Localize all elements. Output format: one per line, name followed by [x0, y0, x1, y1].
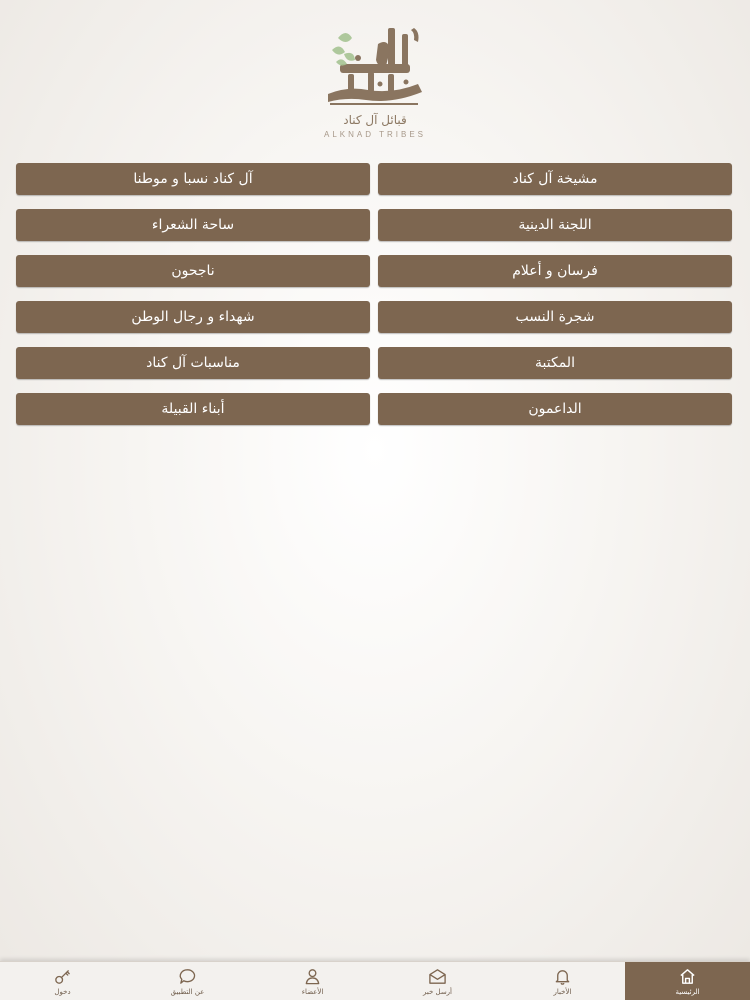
tab-home[interactable] — [625, 962, 750, 1000]
menu-button-library[interactable]: المكتبة — [378, 347, 732, 379]
menu-button-religious-committee[interactable]: اللجنة الدينية — [378, 209, 732, 241]
home-icon — [678, 967, 697, 986]
menu-row — [15, 347, 735, 393]
menu-row — [15, 163, 735, 209]
envelope-icon — [428, 967, 447, 986]
tab-members[interactable] — [250, 962, 375, 1000]
menu-button-supporters[interactable]: الداعمون — [378, 393, 732, 425]
bell-icon — [553, 967, 572, 986]
tab-login-label: دخول — [54, 988, 71, 996]
menu-button-knights-notables[interactable]: فرسان و أعلام — [378, 255, 732, 287]
tab-members-label: الأعضاء — [301, 988, 324, 996]
chat-bubble-icon — [178, 967, 197, 986]
tab-login[interactable] — [0, 962, 125, 1000]
menu-row — [15, 393, 735, 439]
tab-about-label: عن التطبيق — [170, 988, 205, 996]
bottom-tab-bar — [0, 961, 750, 1000]
tab-home-label: الرئيسية — [675, 988, 700, 996]
menu-button-poets[interactable]: ساحة الشعراء — [16, 209, 370, 241]
app-logo — [300, 24, 450, 144]
menu-button-tribe-members[interactable]: أبناء القبيلة — [16, 393, 370, 425]
menu-row — [15, 255, 735, 301]
tab-send-news-label: أرسل خبر — [422, 988, 453, 996]
menu-button-lineage-homeland[interactable]: آل كناد نسبا و موطنا — [16, 163, 370, 195]
tab-news[interactable] — [500, 962, 625, 1000]
logo-english-text: ALKNAD TRIBES — [324, 130, 426, 139]
person-icon — [303, 967, 322, 986]
key-icon — [53, 967, 72, 986]
tab-news-label: الأخبار — [553, 988, 572, 996]
main-menu — [15, 163, 735, 439]
menu-button-sheikhdom[interactable]: مشيخة آل كناد — [378, 163, 732, 195]
menu-row — [15, 301, 735, 347]
tab-about[interactable] — [125, 962, 250, 1000]
menu-button-martyrs[interactable]: شهداء و رجال الوطن — [16, 301, 370, 333]
tab-send-news[interactable] — [375, 962, 500, 1000]
menu-button-family-tree[interactable]: شجرة النسب — [378, 301, 732, 333]
menu-row — [15, 209, 735, 255]
menu-button-events[interactable]: مناسبات آل كناد — [16, 347, 370, 379]
header — [0, 0, 750, 150]
menu-button-successful[interactable]: ناجحون — [16, 255, 370, 287]
logo-calligraphy-icon — [318, 24, 432, 108]
logo-arabic-text: قبائل آل كناد — [343, 113, 407, 127]
